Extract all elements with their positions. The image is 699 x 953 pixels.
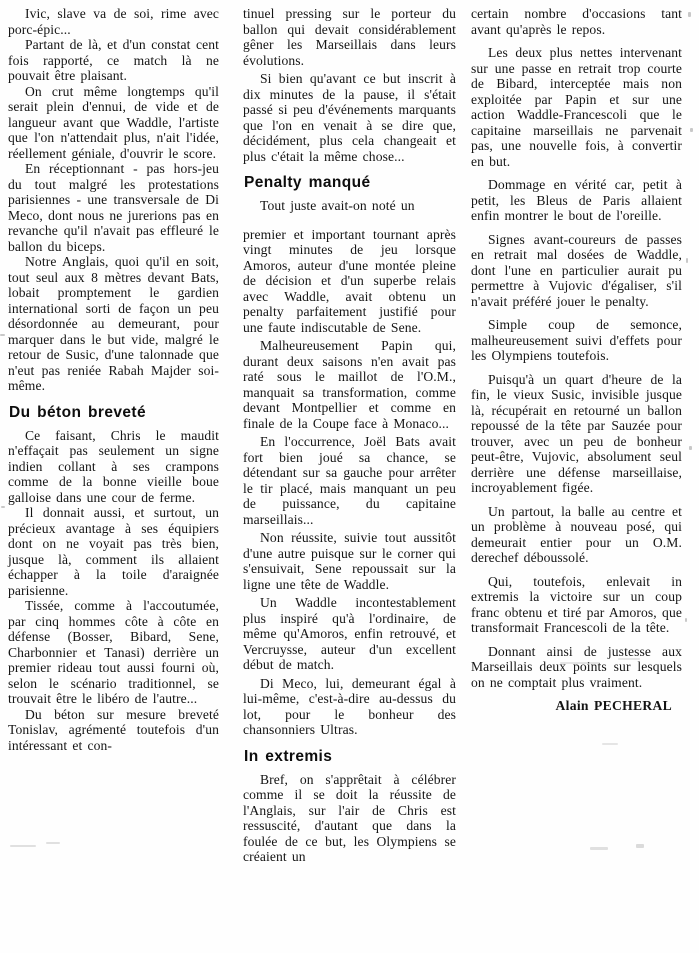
article-column-1 xyxy=(8,6,219,753)
article-paragraph: Partant de là, et d'un constat cent fois rapporté, ce match là ne pouvait être plaisant. xyxy=(8,37,219,83)
article-paragraph: Donnant ainsi de justesse aux Marseillais deux points sur lesquels on ne comptait plus vraiment. xyxy=(471,643,682,690)
article-paragraph: Il donnait aussi, et surtout, un précieux avantage à ses équipiers dont on ne voyait pas très bien, jusque là, comment ils allaient échapper à la toile d'araignée parisienne. xyxy=(8,505,219,598)
article-column-2 xyxy=(243,6,456,868)
article-paragraph: On crut même longtemps qu'il serait plein d'ennui, de vide et de langueur avant que Waddle, l'artiste que l'on n'attendait plus, n'ait l'idée, réellement géniale, d'ouvrir le score. xyxy=(8,83,219,161)
article-paragraph: premier et important tournant après vingt minutes de jeu lorsque Amoros, auteur d'une montée pleine de décision et d'un superbe relais avec Waddle, avait obtenu un penalty parfaitement justifié pour une faute indiscutable de Sene. xyxy=(243,226,456,335)
article-paragraph: Di Meco, lui, demeurant égal à lui-même, c'est-à-dire au-dessus du lot, pour le bonheur des chansonniers Ultras. xyxy=(243,675,456,737)
article-paragraph: Puisqu'à un quart d'heure de la fin, le vieux Susic, invisible jusque là, récupérait en retourné un ballon repoussé de la tête par Sauzée pour trouver, avec un peu de bonheur peut-être, Vujovic, absolument seul derrière une défense marseillaise, incroyablement figée. xyxy=(471,371,682,495)
byline: Alain PECHERAL xyxy=(555,698,672,713)
scan-speck xyxy=(46,842,60,844)
article-paragraph: Notre Anglais, quoi qu'il en soit, tout seul aux 8 mètres devant Bats, lobait promptement le gardien international sorti de façon un peu désordonnée au demeurant, pour marquer dans le but vide, malgré le retour de Susic, d'une talonnade que n'eut pas reniée Rabah Majder soi-même. xyxy=(8,254,219,393)
article-paragraph: Malheureusement Papin qui, durant deux saisons n'en avait pas raté sous le maillot de l'O.M., manquait sa transformation, comme devant Montpellier et comme en finale de la Coupe face à Monaco... xyxy=(243,338,456,431)
scan-speck xyxy=(618,658,640,660)
article-paragraph: tinuel pressing sur le porteur du ballon qui devait considérablement gêner les Marseillais dans leurs évolutions. xyxy=(243,6,456,68)
section-heading: Du béton breveté xyxy=(9,403,147,421)
article-paragraph: En réceptionnant - pas hors-jeu du tout malgré les protestations parisiennes - une transversale de Di Meco, dont nous ne jurerions pas en revanche qu'il n'avait pas effleuré le ballon du biceps. xyxy=(8,161,219,254)
article-paragraph: Les deux plus nettes intervenant sur une passe en retrait trop courte de Bibard, interceptée mais non exploitée par Papin et sur une action Waddle-Francescoli que le capitaine marseillais ne parvenait pas, une nouvelle fois, à convertir en but. xyxy=(471,45,682,169)
scan-speck xyxy=(689,446,692,450)
scan-speck xyxy=(1,506,5,508)
article-paragraph: Du béton sur mesure breveté Tonislav, agrémenté toutefois d'un intéressant et con- xyxy=(8,706,219,753)
scan-speck xyxy=(688,12,691,17)
scan-speck xyxy=(0,334,5,336)
scan-speck xyxy=(10,845,36,847)
article-paragraph: Un partout, la balle au centre et un problème à nouveau posé, qui demeurait entier pour un O.M. derechef déboussolé. xyxy=(471,503,682,565)
article-paragraph: En l'occurrence, Joël Bats avait fort bien joué sa chance, se détendant sur sa gauche pour arrêter le tir placé, mais manquant un peu de puissance, du capitaine marseillais... xyxy=(243,434,456,527)
article-paragraph: Tout juste avait-on noté un xyxy=(260,198,415,213)
article-paragraph: Signes avant-coureurs de passes en retrait mal dosées de Waddle, dont l'une en particulier aurait pu permettre à Vujovic d'égaliser, s'il n'avait préféré jouer le penalty. xyxy=(471,231,682,309)
scan-speck xyxy=(636,844,644,848)
article-paragraph: Ce faisant, Chris le maudit n'effaçait pas seulement un signe indien collant à ses crampons comme de la bonne vieille boue galloise dans une cour de ferme. xyxy=(8,427,219,505)
section-heading: Penalty manqué xyxy=(244,174,371,191)
article-paragraph: certain nombre d'occasions tant avant qu'après le repos. xyxy=(471,6,682,37)
section-heading: In extremis xyxy=(244,747,333,765)
scan-speck xyxy=(560,662,600,664)
article-paragraph: Qui, toutefois, enlevait in extremis la victoire sur un coup franc obtenu et tiré par Amoros, que transformait Francescoli de la tête. xyxy=(471,573,682,635)
article-paragraph: Ivic, slave va de soi, rime avec porc-épic... xyxy=(8,6,219,37)
article-paragraph: Dommage en vérité car, petit à petit, les Bleus de Paris allaient enfin montrer le bout de l'oreille. xyxy=(471,177,682,223)
article-paragraph: Simple coup de semonce, malheureusement suivi d'effets pour les Olympiens toutefois. xyxy=(471,317,682,363)
scan-speck xyxy=(590,847,608,850)
article-paragraph: Tissée, comme à l'accoutumée, par cinq hommes côte à côte en défense (Bosser, Bibard, Sene, Charbonnier et Tanasi) derrière un premier rideau tout aussi fourni où, selon le scénario traditionnel, se trouvait être le libéro de l'autre... xyxy=(8,598,219,706)
article-paragraph: Non réussite, suivie tout aussitôt d'une autre puisque sur le corner qui s'ensuivait, Sene repoussait sur la ligne une tête de Waddle. xyxy=(243,530,456,592)
scan-speck xyxy=(602,743,618,745)
article-paragraph: Un Waddle incontestablement plus inspiré qu'à l'ordinaire, de même qu'Amoros, enfin retrouvé, et Vercruysse, auteur d'un excellent début de match. xyxy=(243,595,456,672)
scan-speck xyxy=(690,128,693,132)
article-column-3 xyxy=(471,6,682,714)
article-paragraph: Si bien qu'avant ce but inscrit à dix minutes de la pause, il s'était passé si peu d'événements marquants que l'on en venait à se dire que, décidément, plus cela changeait et plus c'était la même chose... xyxy=(243,71,456,164)
scan-speck xyxy=(686,258,688,263)
scan-speck xyxy=(685,618,687,622)
article-paragraph: Bref, on s'apprêtait à célébrer comme il se doit la réussite de l'Anglais, sur l'air de Chris est ressuscité, d'autant que dans la foulée de ce but, les Olympiens se créaient un xyxy=(243,771,456,864)
